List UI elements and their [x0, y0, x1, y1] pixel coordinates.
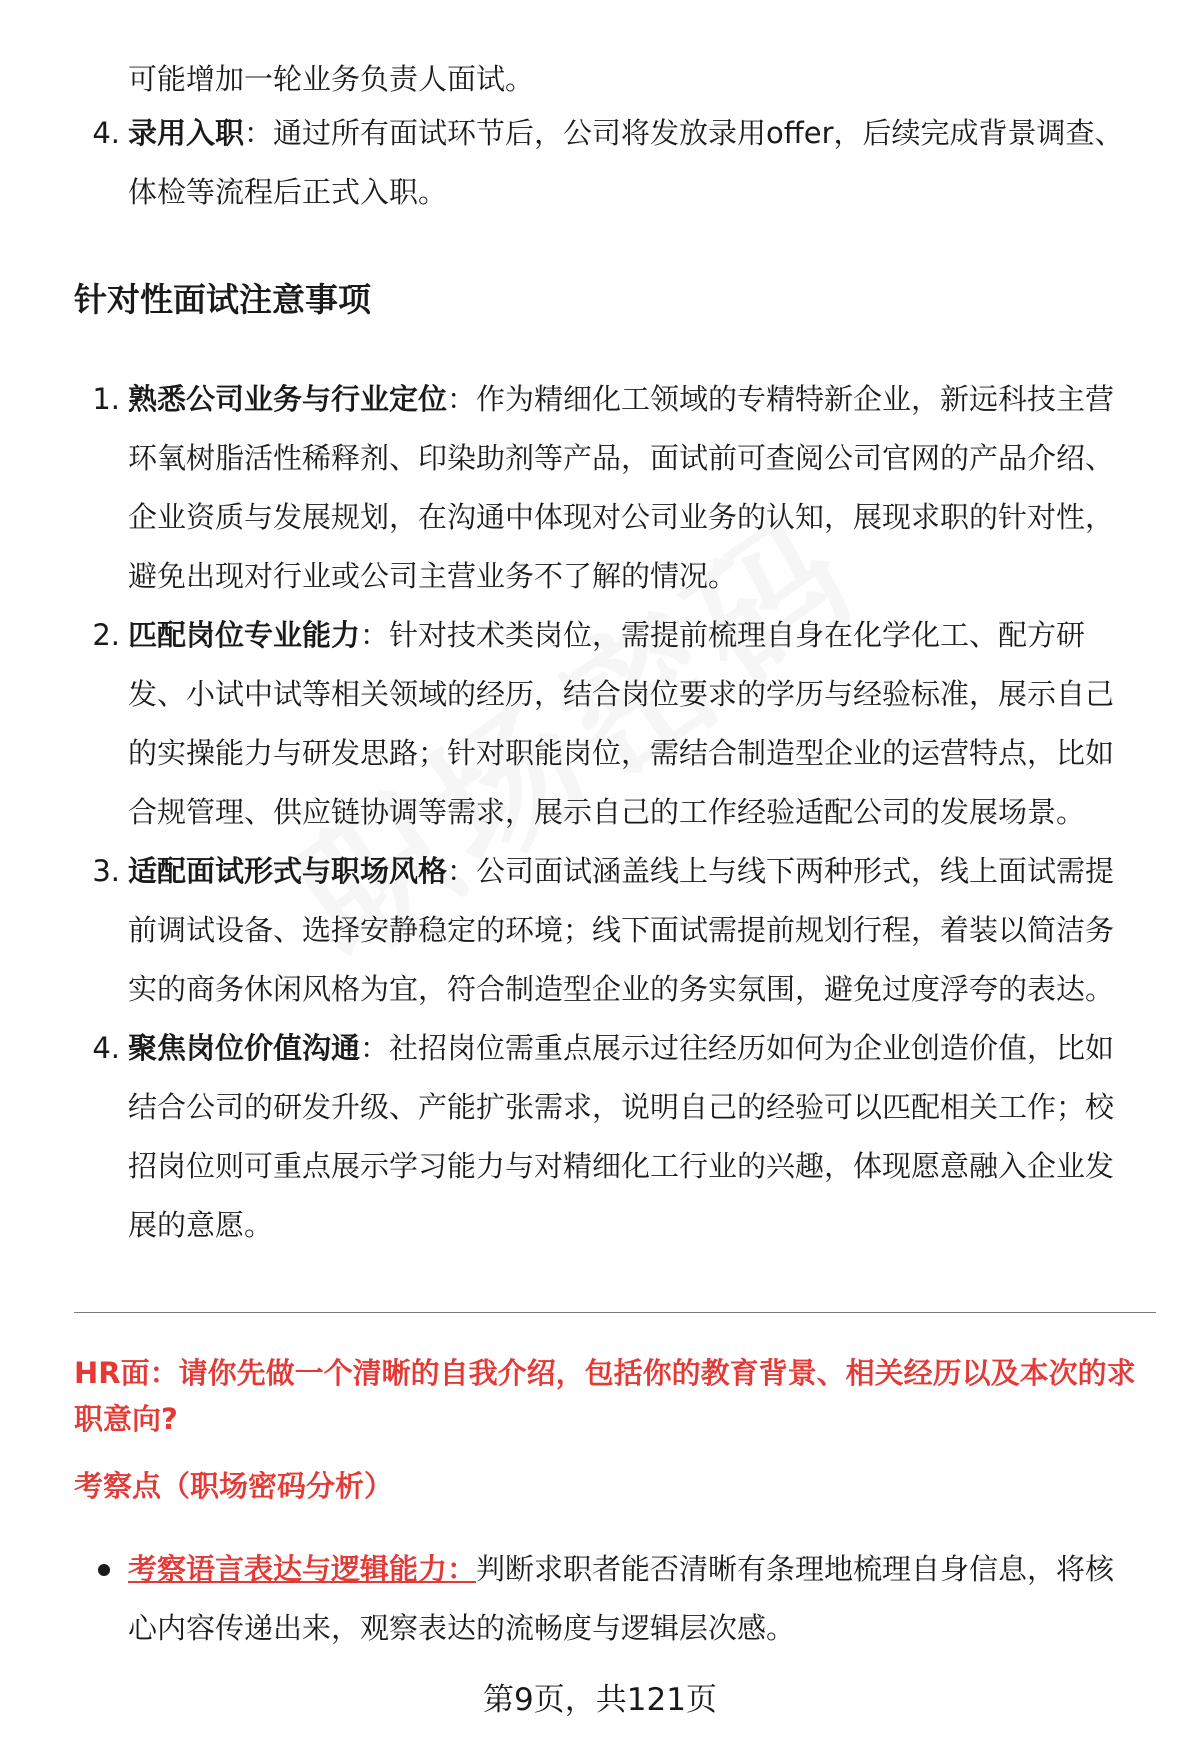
list-number: 4. — [92, 116, 120, 150]
item-title: 聚焦岗位价值沟通 — [128, 1031, 361, 1065]
item-body: 通过所有面试环节后，公司将发放录用offer，后续完成背景调查、体检等流程后正式入职。 — [128, 116, 1124, 209]
item-separator: ： — [360, 1031, 390, 1065]
page-footer: 第9页，共121页 — [483, 1682, 717, 1718]
list-number: 2. — [92, 618, 120, 652]
item-title: 匹配岗位专业能力 — [128, 618, 361, 652]
item-separator: ： — [244, 116, 274, 150]
assessment-point-title: 考察语言表达与逻辑能力： — [128, 1552, 477, 1586]
list-number: 4. — [92, 1031, 120, 1065]
item-body: 公司面试涵盖线上与线下两种形式，线上面试需提前调试设备、选择安静稳定的环境；线下面试需提前规划行程，着装以简洁务实的商务休闲风格为宜，符合制造型企业的务实氛围，避免过度浮夸的表达。 — [128, 854, 1115, 1006]
item-separator: ： — [447, 382, 477, 416]
item-separator: ： — [447, 854, 477, 888]
item-body: 社招岗位需重点展示过往经历如何为企业创造价值，比如结合公司的研发升级、产能扩张需求，说明自己的经验可以匹配相关工作；校招岗位则可重点展示学习能力与对精细化工行业的兴趣，体现愿意融入企业发展的意愿。 — [128, 1031, 1115, 1242]
item-title: 录用入职 — [128, 116, 245, 150]
continuation-text: 可能增加一轮业务负责人面试。 — [128, 62, 535, 96]
section-title: 针对性面试注意事项 — [74, 280, 371, 319]
item-title: 适配面试形式与职场风格 — [128, 854, 448, 888]
tip-item-2 — [92, 606, 1138, 842]
tip-item-3 — [92, 842, 1138, 1019]
list-number: 3. — [92, 854, 120, 888]
process-item-4 — [92, 104, 1138, 222]
divider — [74, 1312, 1156, 1313]
assessment-heading: 考察点（职场密码分析） — [74, 1469, 394, 1503]
assessment-point-body: 判断求职者能否清晰有条理地梳理自身信息，将核心内容传递出来，观察表达的流畅度与逻辑层次感。 — [128, 1552, 1115, 1645]
item-separator: ： — [360, 618, 390, 652]
hr-question: HR面：请你先做一个清晰的自我介绍，包括你的教育背景、相关经历以及本次的求职意向? — [74, 1356, 1136, 1436]
bullet-icon — [98, 1564, 110, 1576]
tip-item-4 — [92, 1019, 1138, 1255]
item-body: 作为精细化工领域的专精特新企业，新远科技主营环氧树脂活性稀释剂、印染助剂等产品，面试前可查阅公司官网的产品介绍、企业资质与发展规划，在沟通中体现对公司业务的认知，展现求职的针对性，避免出现对行业或公司主营业务不了解的情况。 — [128, 382, 1115, 593]
item-title: 熟悉公司业务与行业定位 — [128, 382, 448, 416]
tip-item-1 — [92, 370, 1138, 606]
assessment-point — [128, 1540, 1138, 1658]
list-number: 1. — [92, 382, 120, 416]
item-body: 针对技术类岗位，需提前梳理自身在化学化工、配方研发、小试中试等相关领域的经历，结合岗位要求的学历与经验标准，展示自己的实操能力与研发思路；针对职能岗位，需结合制造型企业的运营特点，比如合规管理、供应链协调等需求，展示自己的工作经验适配公司的发展场景。 — [128, 618, 1115, 829]
